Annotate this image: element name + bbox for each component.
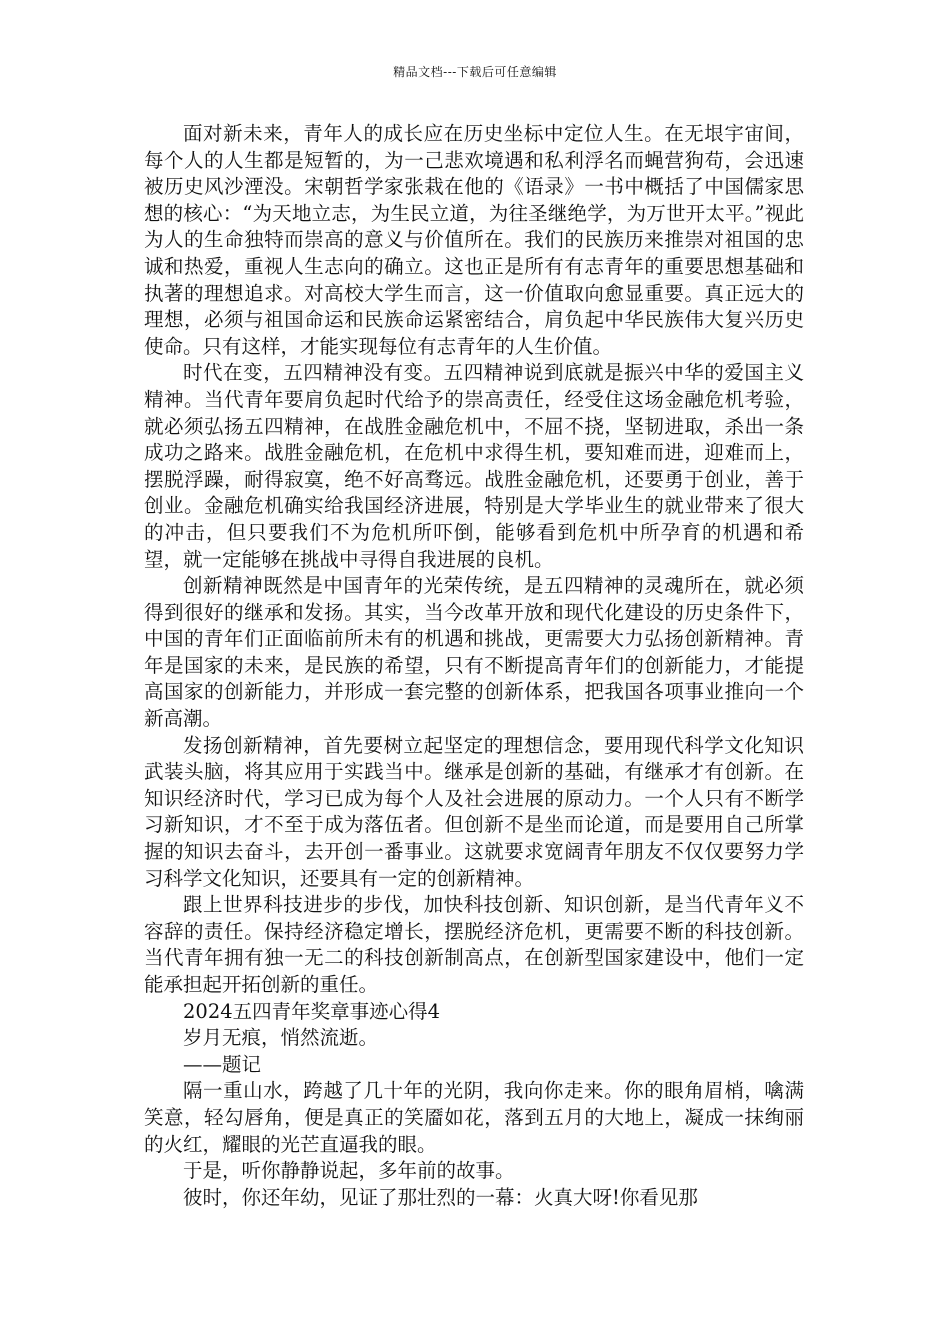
page-header: 精品文档---下载后可任意编辑 — [393, 65, 557, 79]
document-body — [144, 121, 804, 1211]
paragraph-innovation-tradition: 创新精神既然是中国青年的光荣传统，是五四精神的灵魂所在，就必须得到很好的继承和发扬。其实，当今改革开放和现代化建设的历史条件下，中国的青年们正面临前所未有的机遇和挑战，更需要大力弘扬创新精神。青年是国家的未来，是民族的希望，只有不断提高青年们的创新能力，才能提高国家的创新能力，并形成一套完整的创新体系，把我国各项事业推向一个新高潮。 — [144, 574, 804, 731]
paragraph-may-fourth-spirit: 时代在变，五四精神没有变。五四精神说到底就是振兴中华的爱国主义精神。当代青年要肩负起时代给予的崇高责任，经受住这场金融危机考验，就必须弘扬五四精神，在战胜金融危机中，不屈不挠，坚韧进取，杀出一条成功之路来。战胜金融危机，在危机中求得生机，要知难而进，迎难而上，摆脱浮躁，耐得寂寞，绝不好高骛远。战胜金融危机，还要勇于创业，善于创业。金融危机确实给我国经济进展，特别是大学毕业生的就业带来了很大的冲击，但只要我们不为危机所吓倒，能够看到危机中所孕育的机遇和希望，就一定能够在挑战中寻得自我进展的良机。 — [144, 361, 804, 571]
paragraph-technology-progress: 跟上世界科技进步的步伐，加快科技创新、知识创新，是当代青年义不容辞的责任。保持经济稳定增长，摆脱经济危机，更需要不断的科技创新。当代青年拥有独一无二的科技创新制高点，在创新型国家建设中，他们一定能承担起开拓创新的重任。 — [144, 893, 804, 996]
paragraph-story-intro: 于是，听你静静说起，多年前的故事。 — [183, 1159, 515, 1183]
paragraph-promote-innovation: 发扬创新精神，首先要树立起坚定的理想信念，要用现代科学文化知识武装头脑，将其应用于实践当中。继承是创新的基础，有继承才有创新。在知识经济时代，学习已成为每个人及社会进展的原动力。一个人只有不断学习新知识，才不至于成为落伍者。但创新不是坐而论道，而是要用自己所掌握的知识去奋斗，去开创一番事业。这就要求宽阔青年朋友不仅仅要努力学习科学文化知识，还要具有一定的创新精神。 — [144, 733, 804, 890]
paragraph-across-mountains: 隔一重山水，跨越了几十年的光阴，我向你走来。你的眼角眉梢，噙满笑意，轻勾唇角，便是真正的笑靥如花，落到五月的大地上，凝成一抹绚丽的火红，耀眼的光芒直逼我的眼。 — [144, 1079, 804, 1156]
paragraph-youth-life-coordinates: 面对新未来，青年人的成长应在历史坐标中定位人生。在无垠宇宙间，每个人的人生都是短暂的，为一己悲欢境遇和私利浮名而蝇营狗苟，会迅速被历史风沙湮没。宋朝哲学家张栽在他的《语录》一书中概括了中国儒家思想的核心：“为天地立志，为生民立道，为往圣继绝学，为万世开太平。”视此为人的生命独特而崇高的意义与价值所在。我们的民族历来推崇对祖国的忠诚和热爱，重视人生志向的确立。这也正是所有有志青年的重要思想基础和执著的理想追求。对高校大学生而言，这一价值取向愈显重要。真正远大的理想，必须与祖国命运和民族命运紧密结合，肩负起中华民族伟大复兴历史使命。只有这样，才能实现每位有志青年的人生价值。 — [144, 122, 804, 358]
epigraph-line: 岁月无痕，悄然流逝。 — [183, 1026, 379, 1050]
section-title: 2024五四青年奖章事迹心得4 — [183, 999, 441, 1023]
paragraph-story-begin: 彼时，你还年幼，见证了那壮烈的一幕：火真大呀!你看见那 — [183, 1185, 698, 1209]
epigraph-attribution: ——题记 — [183, 1052, 262, 1076]
